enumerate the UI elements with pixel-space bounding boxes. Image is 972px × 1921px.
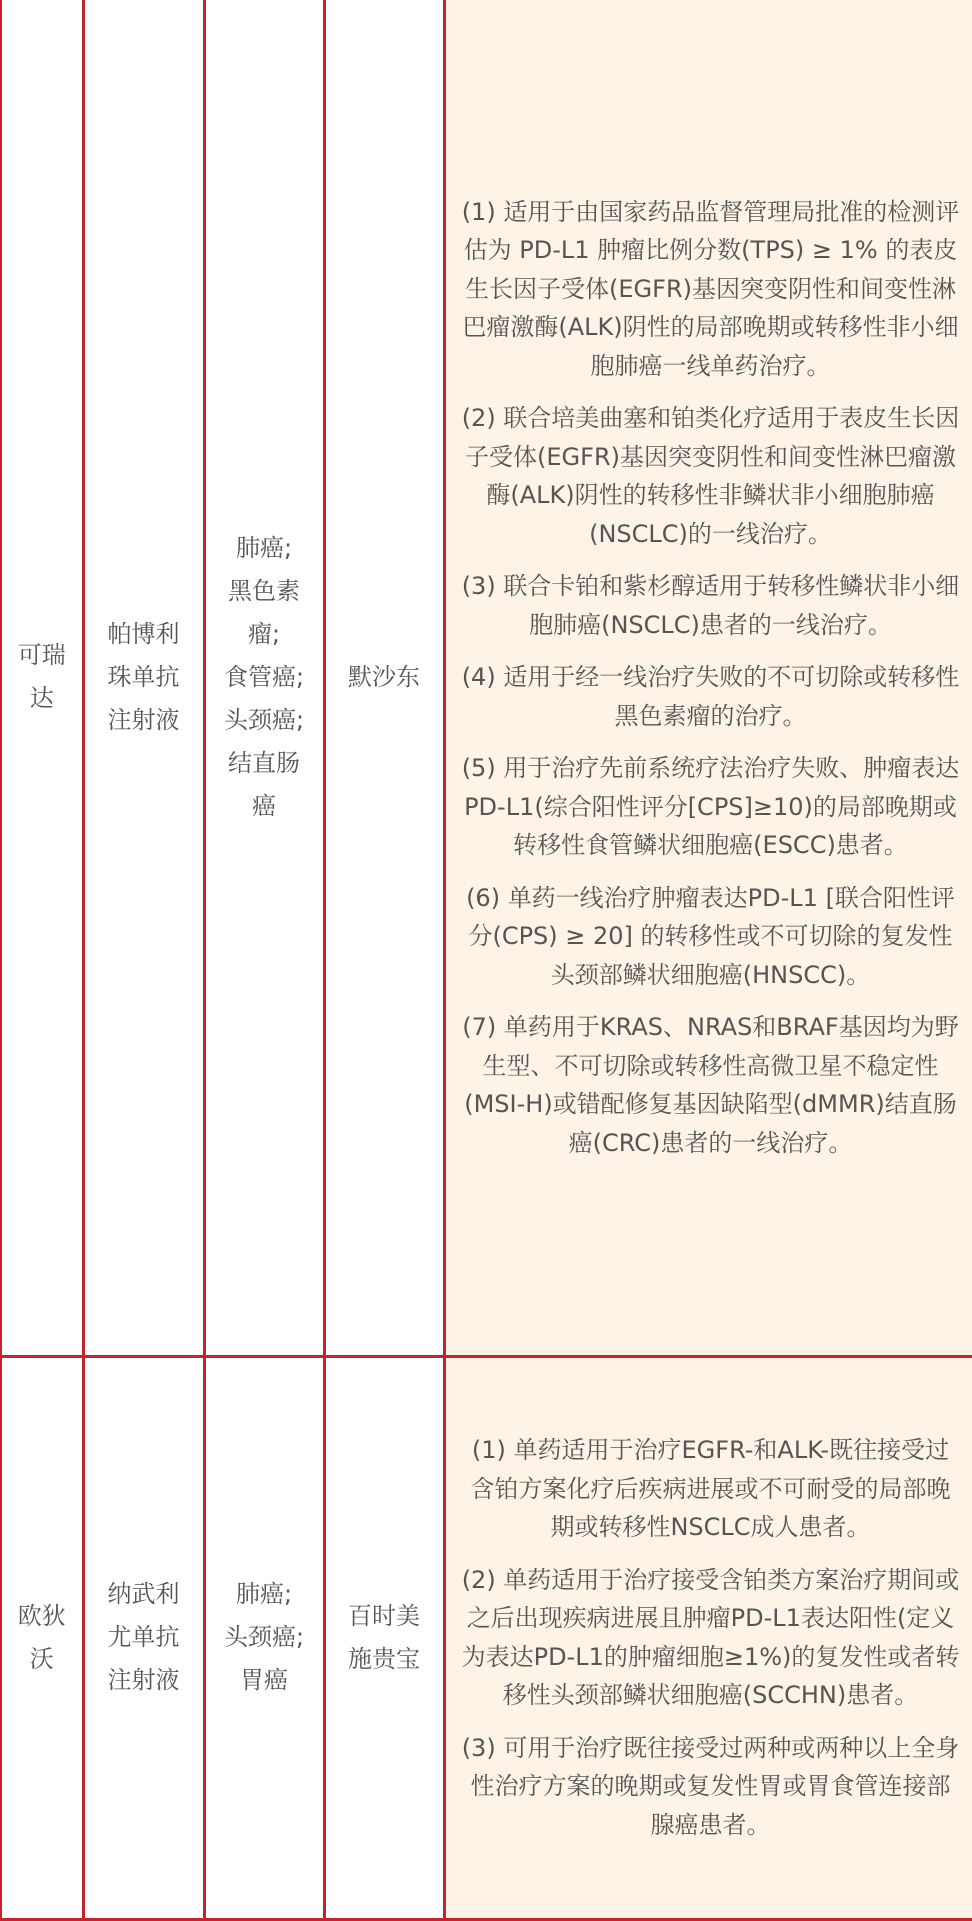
indications-cell — [444, 0, 972, 1356]
table-row-keytruda — [1, 0, 972, 1356]
indications-cell — [444, 1356, 972, 1919]
company-cell — [324, 0, 444, 1356]
cancer-type: 黑色素 瘤; — [228, 576, 300, 648]
generic-name: 帕博利 珠单抗 注射液 — [107, 619, 180, 734]
brand-name: 欧狄 沃 — [17, 1601, 66, 1673]
indication-item: (3) 可用于治疗既往接受过两种或两种以上全身性治疗方案的晚期或复发性胃或胃食管连接部腺癌患者。 — [461, 1733, 960, 1839]
indication-item: (6) 单药一线治疗肿瘤表达PD-L1 [联合阳性评分(CPS) ≥ 20] 的转移性或不可切除的复发性头颈部鳞状细胞癌(HNSCC)。 — [466, 883, 955, 989]
cancer-types-cell — [204, 1356, 324, 1919]
table-row-opdivo — [1, 1356, 972, 1919]
brand-name: 可瑞 达 — [17, 641, 66, 713]
indication-item: (1) 单药适用于治疗EGFR-和ALK-既往接受过含铂方案化疗后疾病进展或不可耐受的局部晚期或转移性NSCLC成人患者。 — [470, 1436, 951, 1541]
indication-item: (4) 适用于经一线治疗失败的不可切除或转移性黑色素瘤的治疗。 — [461, 663, 960, 730]
cancer-type: 头颈癌; — [223, 705, 305, 734]
cancer-types-cell — [204, 0, 324, 1356]
indication-item: (5) 用于治疗先前系统疗法治疗失败、肿瘤表达PD-L1(综合阳性评分[CPS]≥10)的局部晚期或转移性食管鳞状细胞癌(ESCC)患者。 — [461, 754, 960, 859]
brand-name-cell — [1, 0, 83, 1356]
indication-item: (7) 单药用于KRAS、NRAS和BRAF基因均为野生型、不可切除或转移性高微卫星不稳定性(MSI-H)或错配修复基因缺陷型(dMMR)结直肠癌(CRC)患者的一线治疗。 — [462, 1013, 959, 1157]
company-cell — [324, 1356, 444, 1919]
indication-item: (1) 适用于由国家药品监督管理局批准的检测评估为 PD-L1 肿瘤比例分数(TPS) ≥ 1% 的表皮生长因子受体(EGFR)基因突变阴性和间变性淋巴瘤激酶(ALK)阴性的局部晚期或转移性非小细胞肺癌一线单药治疗。 — [461, 197, 960, 380]
cancer-type: 肺癌; — [235, 533, 293, 562]
cancer-type: 胃癌 — [240, 1666, 288, 1694]
company-name: 百时美 施贵宝 — [348, 1601, 420, 1673]
brand-name-cell — [1, 1356, 83, 1919]
cancer-type: 结直肠 癌 — [228, 748, 300, 820]
cancer-type: 头颈癌; — [223, 1623, 305, 1651]
cancer-type: 肺癌; — [235, 1580, 293, 1608]
indication-item: (2) 单药适用于治疗接受含铂类方案治疗期间或之后出现疾病进展且肿瘤PD-L1表达阳性(定义为表达PD-L1的肿瘤细胞≥1%)的复发性或者转移性头颈部鳞状细胞癌(SCCHN)患者。 — [461, 1565, 960, 1709]
cancer-type: 食管癌; — [223, 662, 305, 691]
generic-name-cell — [83, 0, 204, 1356]
indication-item: (3) 联合卡铂和紫杉醇适用于转移性鳞状非小细胞肺癌(NSCLC)患者的一线治疗。 — [461, 572, 960, 639]
company-name: 默沙东 — [348, 662, 420, 691]
indication-item: (2) 联合培美曲塞和铂类化疗适用于表皮生长因子受体(EGFR)基因突变阴性和间变性淋巴瘤激酶(ALK)阴性的转移性非鳞状非小细胞肺癌(NSCLC)的一线治疗。 — [461, 404, 960, 548]
generic-name-cell — [83, 1356, 204, 1919]
generic-name: 纳武利 尤单抗 注射液 — [107, 1580, 180, 1694]
